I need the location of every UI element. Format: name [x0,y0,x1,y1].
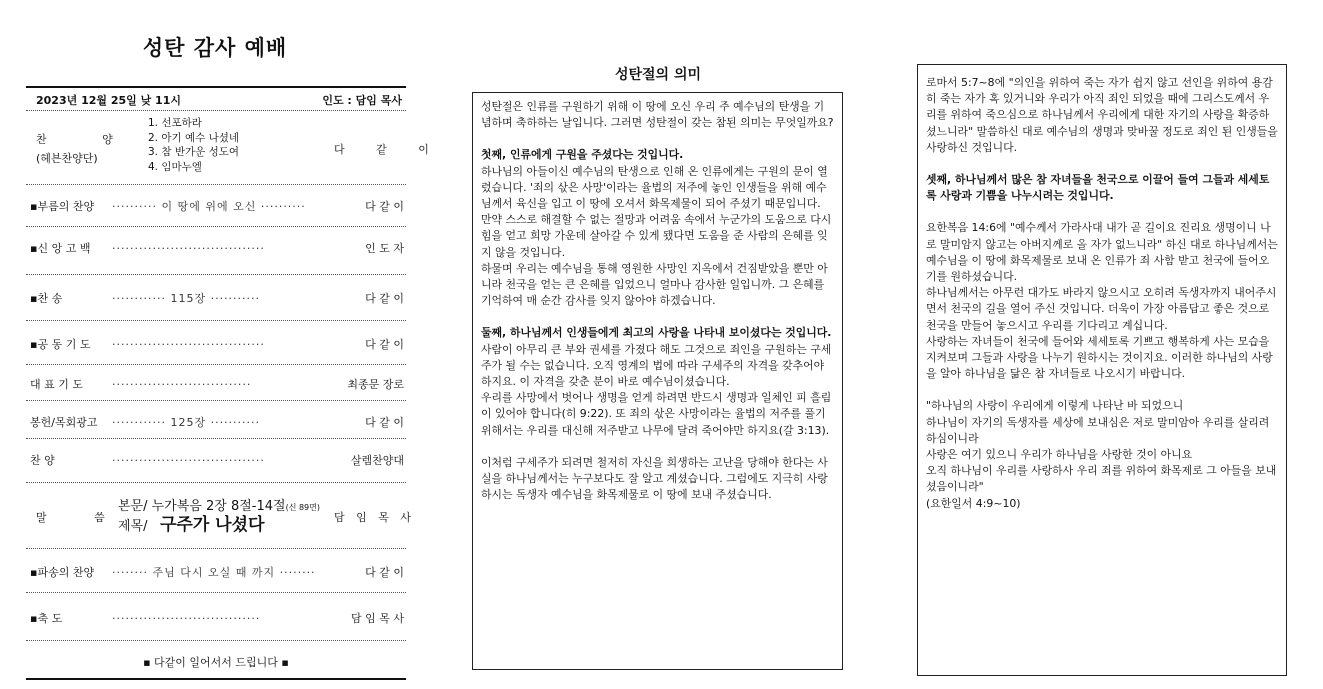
bottom-rule [26,678,406,680]
order-row [30,336,404,352]
scripture-reference: (요한일서 4:9~10) [926,496,1021,510]
sermon-label: 말 씀 [36,511,127,524]
order-item: ▪공 동 기 도 [30,338,91,351]
paragraph: 사랑하는 자녀들이 천국에 들어와 세세토록 기쁘고 행복하게 사는 모습을 지켜보며 그들과 사랑을 나누기 원하시는 것이지요. 이러한 하나님의 사랑을 알아 하나님을 닮은 참 자녀들로 나오시기 바랍니다. [926,334,1273,381]
paragraph: 성탄절은 인류를 구원하기 위해 이 땅에 오신 우리 주 예수님의 탄생을 기념하며 축하하는 날입니다. 그러면 성탄절이 갖는 참된 의미는 무엇일까요? [481,100,834,130]
sermon-scripture-page: (신 89면) [285,503,320,512]
divider [26,320,406,321]
divider [26,184,406,185]
order-performer: 다 같 이 [365,416,404,429]
section-heading: 셋째, 하나님께서 많은 참 자녀들을 천국으로 이끌어 들여 그들과 세세토록 사랑과 기쁨을 나누시려는 것입니다. [926,173,1270,203]
order-performer: 다 같 이 [365,292,404,305]
choir-performer: 다 같 이 [334,143,443,156]
section-heading: 둘째, 하나님께서 인생들에게 최고의 사랑을 나타내 보이셨다는 것입니다. [481,326,832,340]
order-detail: ········ 주님 다시 오실 때 까지 ········ [112,566,316,579]
section-heading: 첫째, 인류에게 구원을 주셨다는 것입니다. [481,148,684,162]
paragraph: 하나님께서는 아무런 대가도 바라지 않으시고 오히려 독생자까지 내어주시면서 천국의 길을 열어 주신 것입니다. 더욱이 가장 아름답고 좋은 것으로 천국을 만들어 놓으시고 우리를 기다리고 계십니다. [926,286,1277,332]
meaning-title: 성탄절의 의미 [614,67,702,83]
divider [26,110,406,111]
divider [26,548,406,549]
choir-song-list [148,116,239,174]
paragraph: 이처럼 구세주가 되려면 철저히 자신을 희생하는 고난을 당해야 한다는 사실을 하나님께서는 누구보다도 잘 알고 계셨습니다. 그럼에도 지극히 사랑하시는 독생자 예수님을 화목제물로 이 땅에 보내 주셨습니다. [481,455,828,502]
order-performer: 다 같 이 [365,338,404,351]
order-row [30,290,404,306]
sermon-title-label: 제목/ [118,519,148,534]
order-row [30,610,404,626]
scripture-quote: "하나님의 사랑이 우리에게 이렇게 나타난 바 되었으니 [926,399,1184,413]
divider [26,640,406,641]
order-detail: ·································· [112,337,265,351]
order-detail: ·································· [112,241,265,255]
order-item: ▪신 앙 고 백 [30,242,91,255]
order-detail: ············ 115장 ··········· [112,292,261,305]
order-performer: 담 임 목 사 [351,612,404,625]
meaning-article-continued [917,64,1287,676]
choir-song: 3. 참 반가운 성도여 [148,146,240,158]
scripture-quote: 오직 하나님이 우리를 사랑하사 우리 죄를 위하여 화목제로 그 아들을 보내셨음이니라" [926,464,1277,494]
divider [26,400,406,401]
order-item: ▪축 도 [30,612,63,625]
choir-song: 4. 임마누엘 [148,160,202,173]
bulletin-title: 성탄 감사 예배 [142,36,288,60]
order-performer: 인 도 자 [365,242,404,255]
meaning-article [472,92,843,670]
order-item: ▪부름의 찬양 [30,200,95,213]
order-row [30,198,404,214]
sermon-preacher: 담 임 목 사 [334,511,415,524]
order-performer: 살렘찬양대 [350,454,404,467]
order-detail: ·········· 이 땅에 위에 오신 ·········· [112,200,306,213]
sermon-title: 구주가 나셨다 [160,515,265,535]
paragraph: 만약 스스로 해결할 수 없는 절망과 어려움 속에서 누군가의 도움으로 다시 힘을 얻고 희망 가운데 살아갈 수 있게 됐다면 도움을 준 사람의 은혜를 잊지 않을 것입니다. [481,213,832,259]
paragraph: 하나님의 아들이신 예수님의 탄생으로 인해 온 인류에게는 구원의 문이 열렸습니다. '죄의 삯은 사망'이라는 율법의 저주에 놓인 인생들을 위해 예수님께서 육신을 입고 이 땅에 오셔서 화목제물이 되어 주셨기 때문입니다. [481,164,828,211]
paragraph: 요한복음 14:6에 "예수께서 가라사대 내가 곧 길이요 진리요 생명이니 나로 말미암지 않고는 아버지께로 올 자가 없느니라" 하신 대로 하나님께서는 예수님을 이 땅에 화목제물로 보내 온 인류가 죄 사함 받고 천국에 들어오기를 원하셨습니다. [926,221,1278,284]
order-row [30,240,404,256]
divider [26,274,406,275]
service-leader: 인도 : 담임 목사 [322,94,402,107]
choir-group: (헤븐찬양단) [36,152,98,165]
order-item: 봉헌/목회광고 [30,416,98,429]
choir-song: 2. 아기 예수 나셨네 [148,131,240,144]
order-performer: 다 같 이 [365,200,404,213]
scripture-quote: 하나님이 자기의 독생자를 세상에 보내심은 저로 말미암아 우리를 살리려 하심이니라 [926,415,1270,445]
order-row [30,376,404,392]
order-row [30,414,404,430]
order-row [30,564,404,580]
order-detail: ······························· [112,377,252,391]
order-item: 대 표 기 도 [30,378,83,391]
order-performer: 최종문 장로 [347,378,404,391]
closing-note: ▪ 다같이 일어서서 드립니다 ▪ [143,656,289,669]
paragraph: 하물며 우리는 예수님을 통해 영원한 사망인 지옥에서 건짐받았을 뿐만 아니라 천국을 얻는 큰 은혜를 입었으니 얼마나 감사한 일입니까. 그 은혜를 기억하여 매 순간 감사를 잊지 않아야 하겠습니다. [481,261,828,308]
paragraph: 우리를 사망에서 벗어나 생명을 얻게 하려면 반드시 생명과 일체인 피 흘림이 있어야 합니다(히 9:22). 또 죄의 삯은 사망이라는 율법의 저주를 풀기 위해서는 우리를 대신해 저주받고 나무에 달려 죽어야만 하지요(갈 3:13). [481,391,832,437]
order-detail: ·································· [112,453,265,467]
choir-label: 찬 양 [36,133,139,146]
sermon-scripture-text: 본문/ 누가복음 2장 8절-14절 [118,499,286,514]
divider [26,438,406,439]
order-performer: 다 같 이 [365,566,404,579]
order-detail: ································· [112,611,261,625]
top-rule [26,86,406,88]
divider [26,364,406,365]
divider [26,226,406,227]
service-date: 2023년 12월 25일 낮 11시 [36,94,181,107]
divider [26,482,406,483]
paragraph: 로마서 5:7~8에 "의인을 위하여 죽는 자가 쉽지 않고 선인을 위하여 용감히 죽는 자가 혹 있거니와 우리가 아직 죄인 되었을 때에 그리스도께서 우리를 위하여 죽으심으로 하나님께서 우리에게 대한 자기의 사랑을 확증하셨느니라" 말씀하신 대로 예수님의 생명과 맞바꿀 정도로 죄인 된 인생들을 사랑하신 것입니다. [926,76,1278,154]
order-detail: ············ 125장 ··········· [112,416,261,429]
order-row [30,452,404,468]
choir-song: 1. 선포하라 [148,117,202,129]
order-item: ▪찬 송 [30,292,63,305]
paragraph: 사람이 아무리 큰 부와 권세를 가졌다 해도 그것으로 죄인을 구원하는 구세주가 될 수는 없습니다. 오직 영계의 법에 따라 구세주의 자격을 갖추어야 하지요. 이 자격을 갖춘 분이 바로 예수님이셨습니다. [481,342,832,389]
order-item: 찬 양 [30,454,55,467]
divider [26,592,406,593]
scripture-quote: 사랑은 여기 있으니 우리가 하나님을 사랑한 것이 아니요 [926,448,1193,462]
order-item: ▪파송의 찬양 [30,566,95,579]
